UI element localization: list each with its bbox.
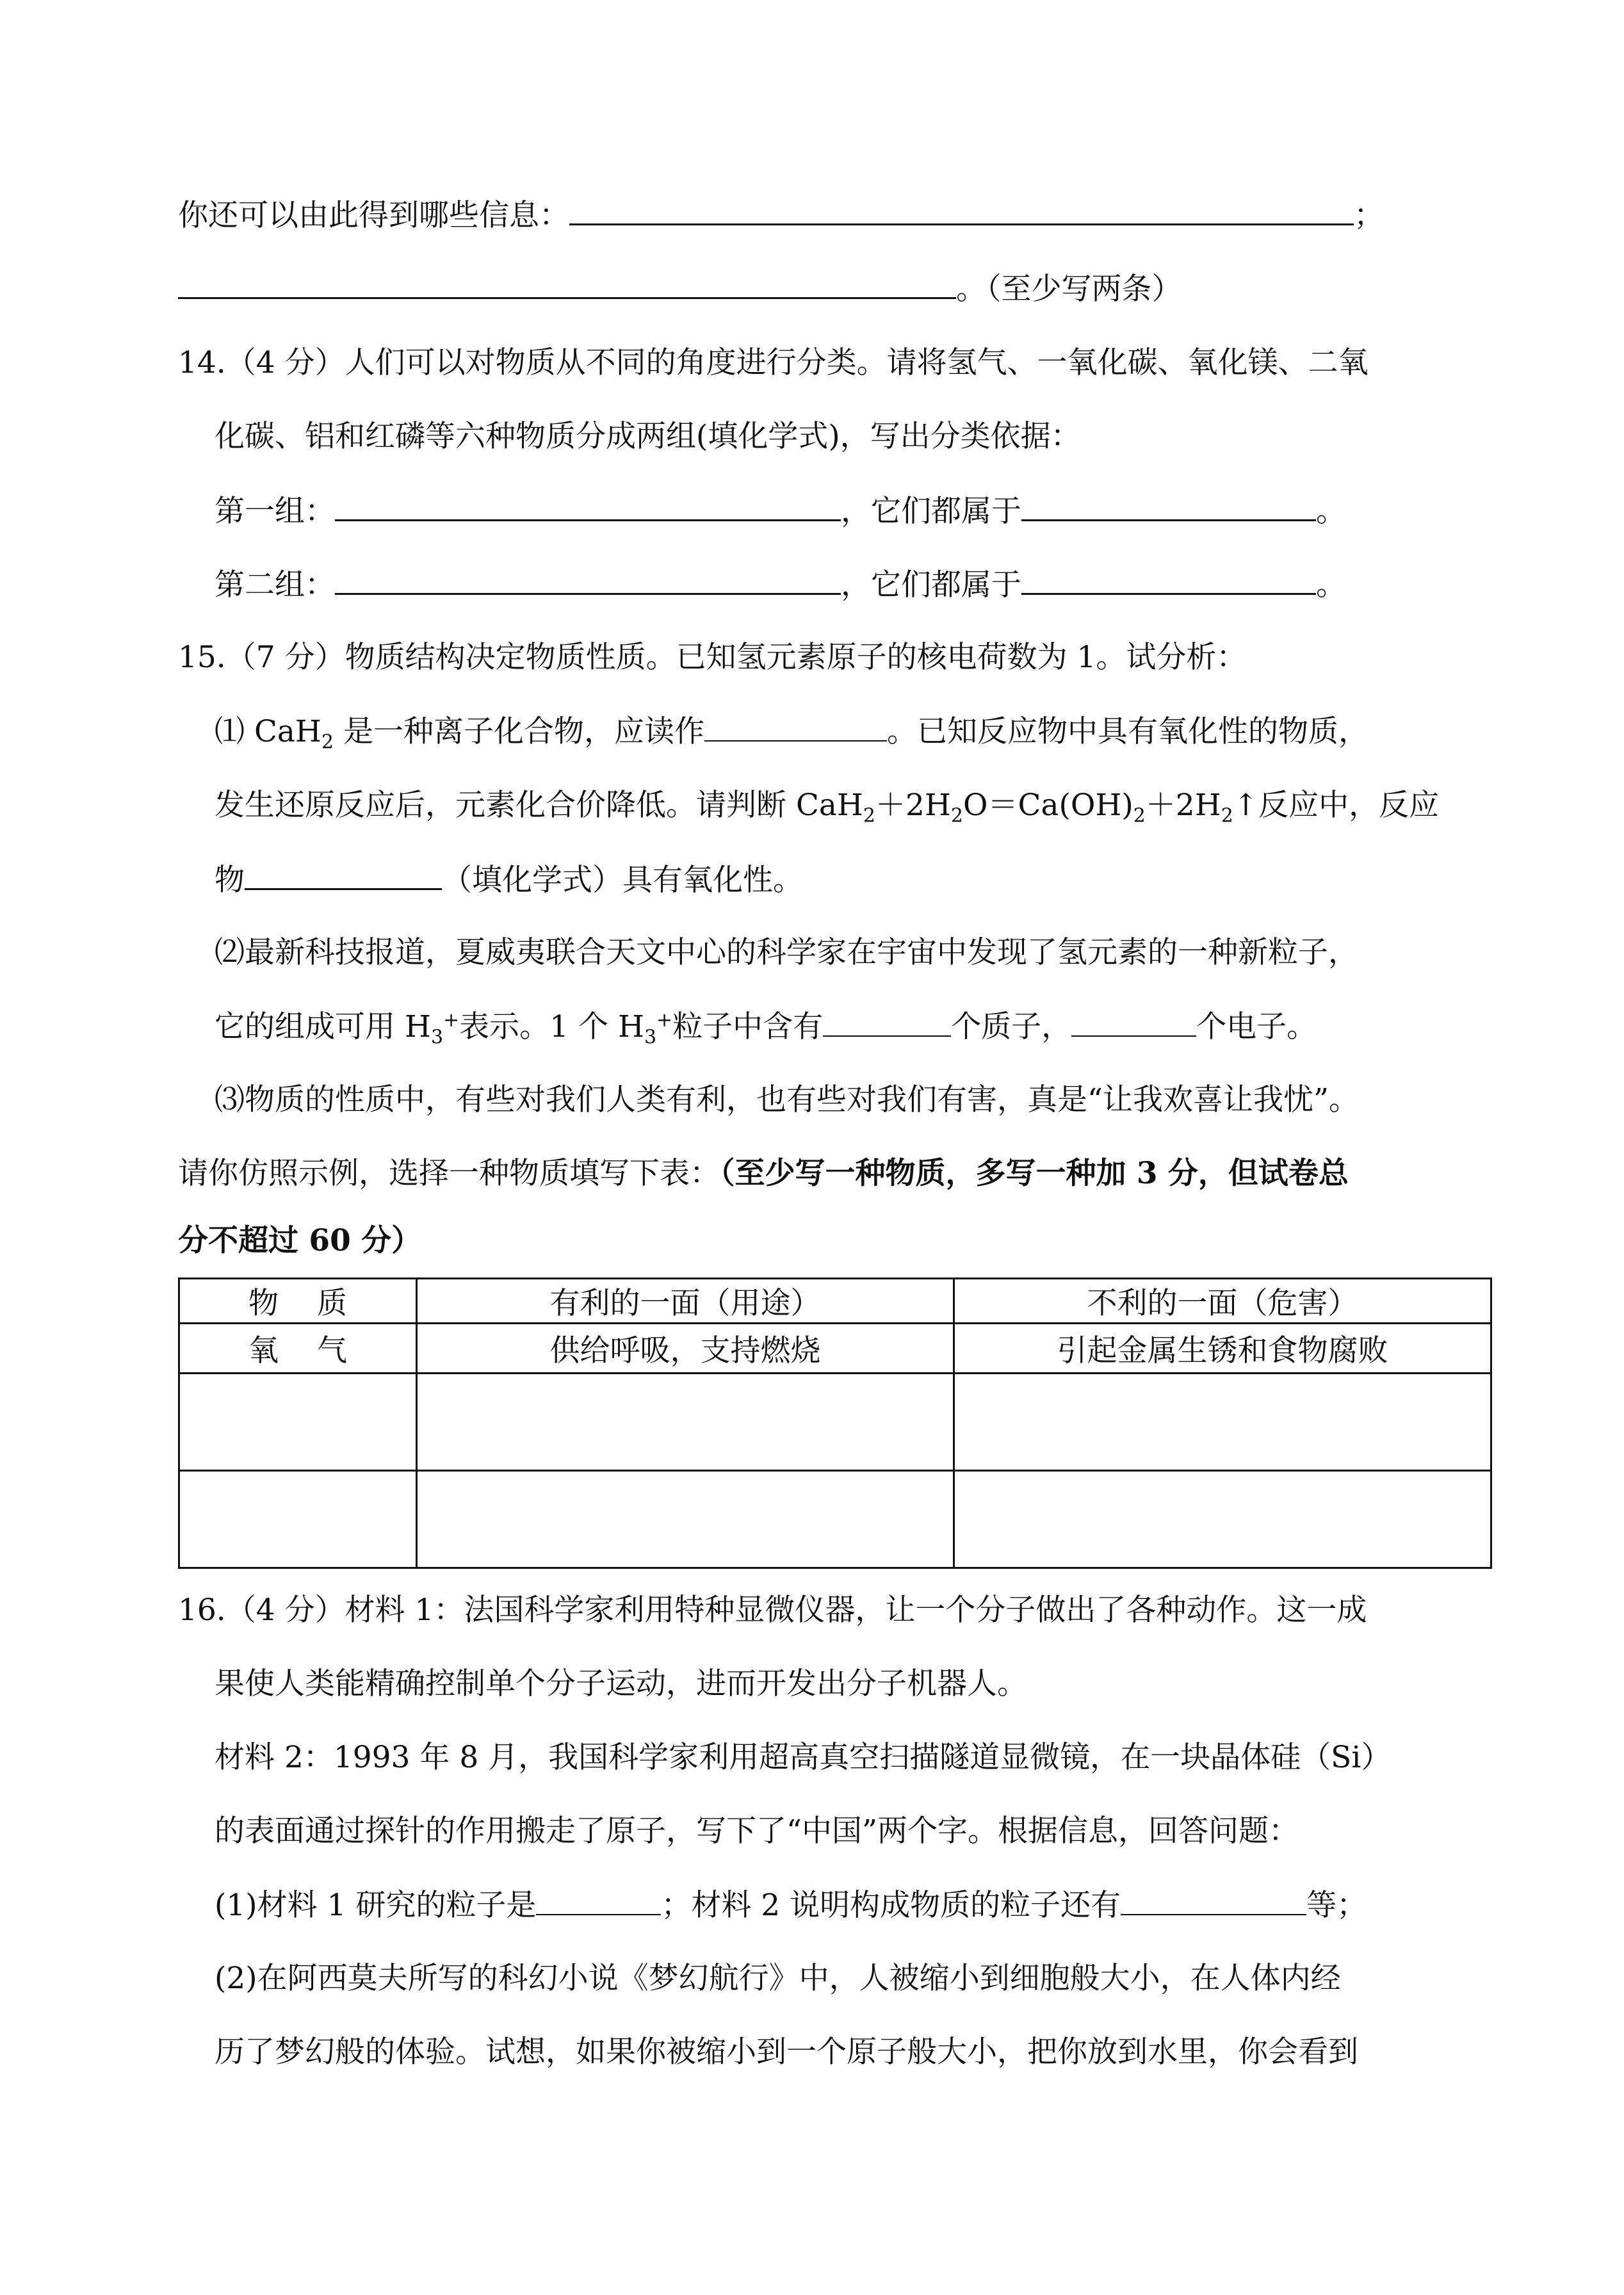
question-16-1-line: (1)材料 1 研究的粒子是 ；材料 2 说明构成物质的粒子还有 等； bbox=[215, 1886, 1367, 1925]
info-question-text: 你还可以由此得到哪些信息： bbox=[178, 198, 569, 233]
blank-benefit-2[interactable] bbox=[417, 1471, 954, 1568]
question-15-3-line-3: 分不超过 60 分） bbox=[178, 1223, 422, 1258]
blank-substance-1[interactable] bbox=[179, 1374, 417, 1471]
oxidizer-formula-blank[interactable] bbox=[245, 860, 442, 890]
info-answer-blank-1[interactable] bbox=[569, 195, 1354, 225]
example-harm: 引起金属生锈和食物腐败 bbox=[954, 1324, 1491, 1374]
material-2-particle-blank[interactable] bbox=[1121, 1886, 1306, 1915]
question-16-line-4: 的表面通过探针的作用搬走了原子，写下了“中国”两个字。根据信息，回答问题： bbox=[215, 1813, 1299, 1849]
header-harm: 不利的一面（危害） bbox=[954, 1279, 1491, 1324]
cah2-reading-blank[interactable] bbox=[704, 712, 887, 742]
group-1-category-blank[interactable] bbox=[1021, 491, 1316, 521]
material-1-particle-blank[interactable] bbox=[536, 1886, 661, 1915]
question-15-2-line-1: ⑵最新科技报道，夏威夷联合天文中心的科学家在宇宙中发现了氢元素的一种新粒子， bbox=[215, 935, 1358, 970]
question-15-stem: 15.（7 分）物质结构决定物质性质。已知氢元素原子的核电荷数为 1。试分析： bbox=[178, 640, 1247, 675]
table-row-blank-1 bbox=[179, 1374, 1491, 1471]
header-substance: 物质 bbox=[179, 1279, 417, 1324]
question-14-line-2: 化碳、铝和红磷等六种物质分成两组(填化学式)，写出分类依据： bbox=[215, 419, 1081, 454]
question-15-3-line-2: 请你仿照示例，选择一种物质填写下表：（至少写一种物质，多写一种加 3 分，但试卷总 bbox=[178, 1156, 1349, 1191]
proton-count-blank[interactable] bbox=[823, 1007, 951, 1037]
question-15-1-line-1: ⑴ CaH$_2$ 是一种离子化合物，应读作 。已知反应物中具有氧化性的物质， bbox=[215, 712, 1368, 751]
table-header-row bbox=[179, 1279, 1491, 1324]
question-15-3-line-1: ⑶物质的性质中，有些对我们人类有利，也有些对我们有害，真是“让我欢喜让我忧”。 bbox=[215, 1082, 1360, 1117]
group-1-formula-blank[interactable] bbox=[335, 491, 841, 521]
group-2-category-blank[interactable] bbox=[1021, 565, 1316, 595]
question-14-line-1: 14.（4 分）人们可以对物质从不同的角度进行分类。请将氢气、一氧化碳、氧化镁、二氧 bbox=[178, 345, 1368, 380]
group-1-line: 第一组： ，它们都属于 。 bbox=[215, 491, 1346, 531]
blank-harm-2[interactable] bbox=[954, 1471, 1491, 1568]
group-2-formula-blank[interactable] bbox=[335, 565, 841, 595]
substance-property-table bbox=[178, 1277, 1492, 1569]
info-question-line: 你还可以由此得到哪些信息： ； bbox=[178, 195, 1384, 235]
question-16-line-1: 16.（4 分）材料 1：法国科学家利用特种显微仪器，让一个分子做出了各种动作。这一成 bbox=[178, 1593, 1367, 1628]
info-answer-blank-2[interactable] bbox=[178, 269, 956, 299]
table-row-example bbox=[179, 1324, 1491, 1374]
example-substance: 氧气 bbox=[179, 1324, 417, 1374]
blank-harm-1[interactable] bbox=[954, 1374, 1491, 1471]
question-15-1-line-2: 发生还原反应后，元素化合价降低。请判断 $CaH_2+2H_2O=Ca(OH)_2+2H_2↑$反应中，反应 bbox=[215, 788, 1440, 827]
question-15-1-line-3: 物 （填化学式）具有氧化性。 bbox=[215, 860, 803, 900]
blank-substance-2[interactable] bbox=[179, 1471, 417, 1568]
blank-benefit-1[interactable] bbox=[417, 1374, 954, 1471]
question-16-2-line-1: (2)在阿西莫夫所写的科幻小说《梦幻航行》中，人被缩小到细胞般大小，在人体内经 bbox=[215, 1961, 1341, 1996]
table-row-blank-2 bbox=[179, 1471, 1491, 1568]
question-16-line-2: 果使人类能精确控制单个分子运动，进而开发出分子机器人。 bbox=[215, 1666, 1027, 1701]
group-2-line: 第二组： ，它们都属于 。 bbox=[215, 565, 1346, 604]
info-answer-line-2: 。（至少写两条） bbox=[178, 269, 1182, 309]
question-16-line-3: 材料 2：1993 年 8 月，我国科学家利用超高真空扫描隧道显微镜，在一块晶体硅（Si） bbox=[215, 1740, 1392, 1775]
electron-count-blank[interactable] bbox=[1071, 1007, 1196, 1037]
question-15-2-line-2: 它的组成可用 $H_3^+$表示。1 个 $H_3^+$粒子中含有 个质子， 个电子。 bbox=[215, 1007, 1317, 1046]
header-benefit: 有利的一面（用途） bbox=[417, 1279, 954, 1324]
example-benefit: 供给呼吸，支持燃烧 bbox=[417, 1324, 954, 1374]
question-16-2-line-2: 历了梦幻般的体验。试想，如果你被缩小到一个原子般大小，把你放到水里，你会看到 bbox=[215, 2034, 1358, 2070]
